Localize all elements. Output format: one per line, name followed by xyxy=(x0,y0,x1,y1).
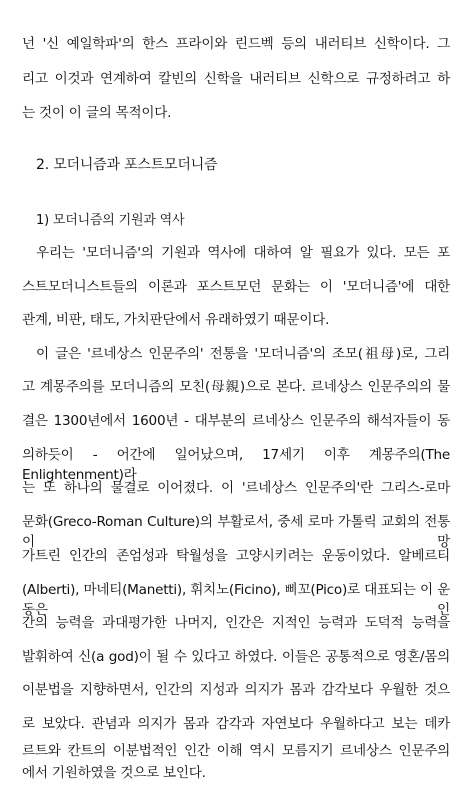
paragraph-line: 문화(Greco-Roman Culture)의 부활로서, 중세 로마 가톨릭 교회의 전통이 망 xyxy=(22,514,450,550)
paragraph-line: 간의 능력을 과대평가한 나머지, 인간은 지적인 능력과 도덕적 능력을 xyxy=(22,615,450,631)
intro-line: 넌 '신 예일학파'의 한스 프라이와 린드벡 등의 내러티브 신학이다. 그 xyxy=(22,36,450,52)
paragraph-line: 이분법을 지향하면서, 인간의 지성과 의지가 몸과 감각보다 우월한 것으 xyxy=(22,682,450,698)
paragraph-line: 가트린 인간의 존엄성과 탁월성을 고양시키려는 운동이었다. 알베르티 xyxy=(22,548,450,564)
paragraph-line: 이 글은 '르네상스 인문주의' 전통을 '모더니즘'의 조모(祖母)로, 그리 xyxy=(36,346,450,362)
intro-line: 리고 이것과 연계하여 칼빈의 신학을 내러티브 신학으로 규정하려고 하 xyxy=(22,71,450,87)
paragraph-line: 스트모더니스트들의 이론과 포스트모던 문화는 이 '모더니즘'에 대한 xyxy=(22,279,450,295)
paragraph-line: (Alberti), 마네티(Manetti), 휘치노(Ficino), 삐꼬(Pico)로 대표되는 이 운동은 인 xyxy=(22,582,450,618)
paragraph-line: 우리는 '모더니즘'의 기원과 역사에 대하여 알 필요가 있다. 모든 포 xyxy=(36,245,450,261)
paragraph-line: 발휘하여 신(a god)이 될 수 있다고 하였다. 이들은 공통적으로 영혼/몸의 xyxy=(22,649,450,665)
paragraph-line: 결은 1300년에서 1600년 - 대부분의 르네상스 인문주의 해석자들이 동 xyxy=(22,413,450,429)
paragraph-line: 르트와 칸트의 이분법적인 인간 이해 역시 모름지기 르네상스 인문주의 xyxy=(22,743,450,759)
subsection-heading: 1) 모더니즘의 기원과 역사 xyxy=(36,213,185,228)
paragraph-line: 에서 기원하였을 것으로 보인다. xyxy=(22,765,206,781)
paragraph-line: 관계, 비판, 태도, 가치판단에서 유래하였기 때문이다. xyxy=(22,312,330,328)
paragraph-line: 로 보았다. 관념과 의지가 몸과 감각과 자연보다 우월하다고 보는 데카 xyxy=(22,716,450,732)
paragraph-line: 고 계몽주의를 모더니즘의 모친(母親)으로 본다. 르네상스 인문주의의 물 xyxy=(22,379,450,395)
paragraph-line: 의하듯이 - 어간에 일어났으며, 17세기 이후 계몽주의(The Enlightenment)라 xyxy=(22,447,450,483)
paragraph-line: 는 또 하나의 물결로 이어졌다. 이 '르네상스 인문주의'란 그리스-로마 xyxy=(22,480,450,496)
intro-line: 는 것이 이 글의 목적이다. xyxy=(22,105,172,121)
section-heading: 2. 모더니즘과 포스트모더니즘 xyxy=(36,157,218,173)
